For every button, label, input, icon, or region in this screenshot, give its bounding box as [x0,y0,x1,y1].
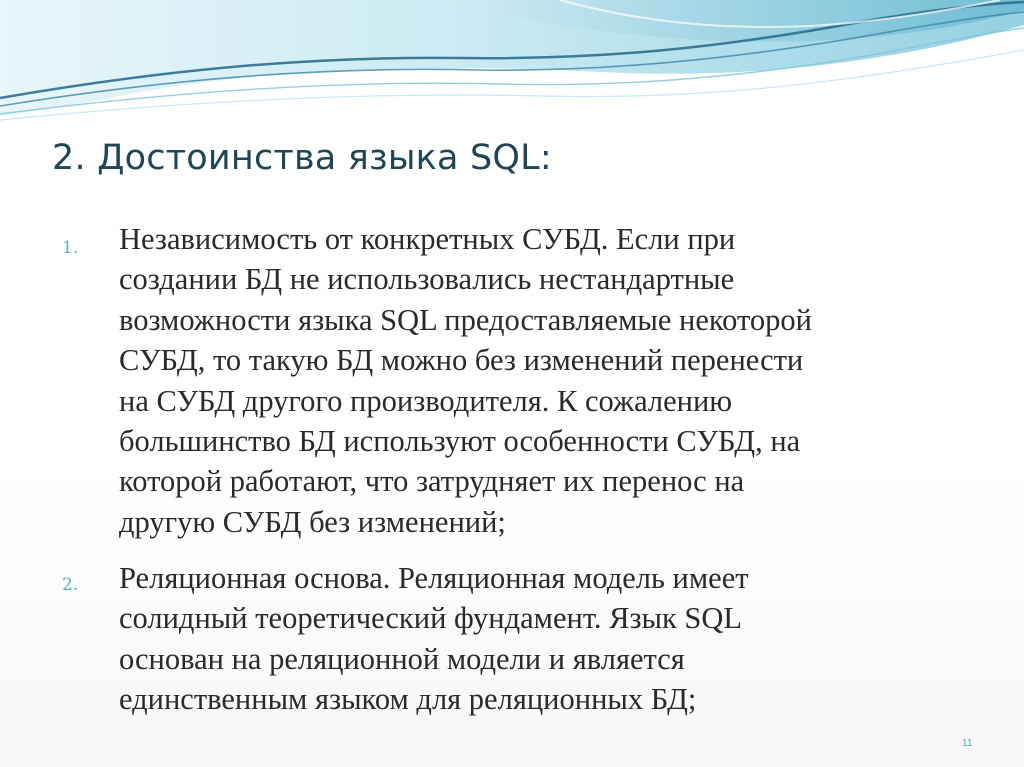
page-number: 11 [962,738,973,749]
slide-title: 2. Достоинства языка SQL: [52,138,552,178]
list-item-number: 1. [62,238,79,258]
list-item-number: 2. [62,575,79,595]
list-item-text: Независимость от конкретных СУБД. Если при создании БД не использовались нестандартные возможности языка SQL предоставляемые некоторой СУБД, то такую БД можно без изменений перенести на СУБД другого производителя. К сожалению большинство БД используют особенности СУБД, на которой работают, что затрудняет их перенос на другую СУБД без изменений; [119,222,812,539]
list-item-text: Реляционная основа. Реляционная модель имеет солидный теоретический фундамент. Язык SQL основан на реляционной модели и является единственным языком для реляционных БД; [119,561,749,717]
header-wave-decoration [0,0,1024,130]
